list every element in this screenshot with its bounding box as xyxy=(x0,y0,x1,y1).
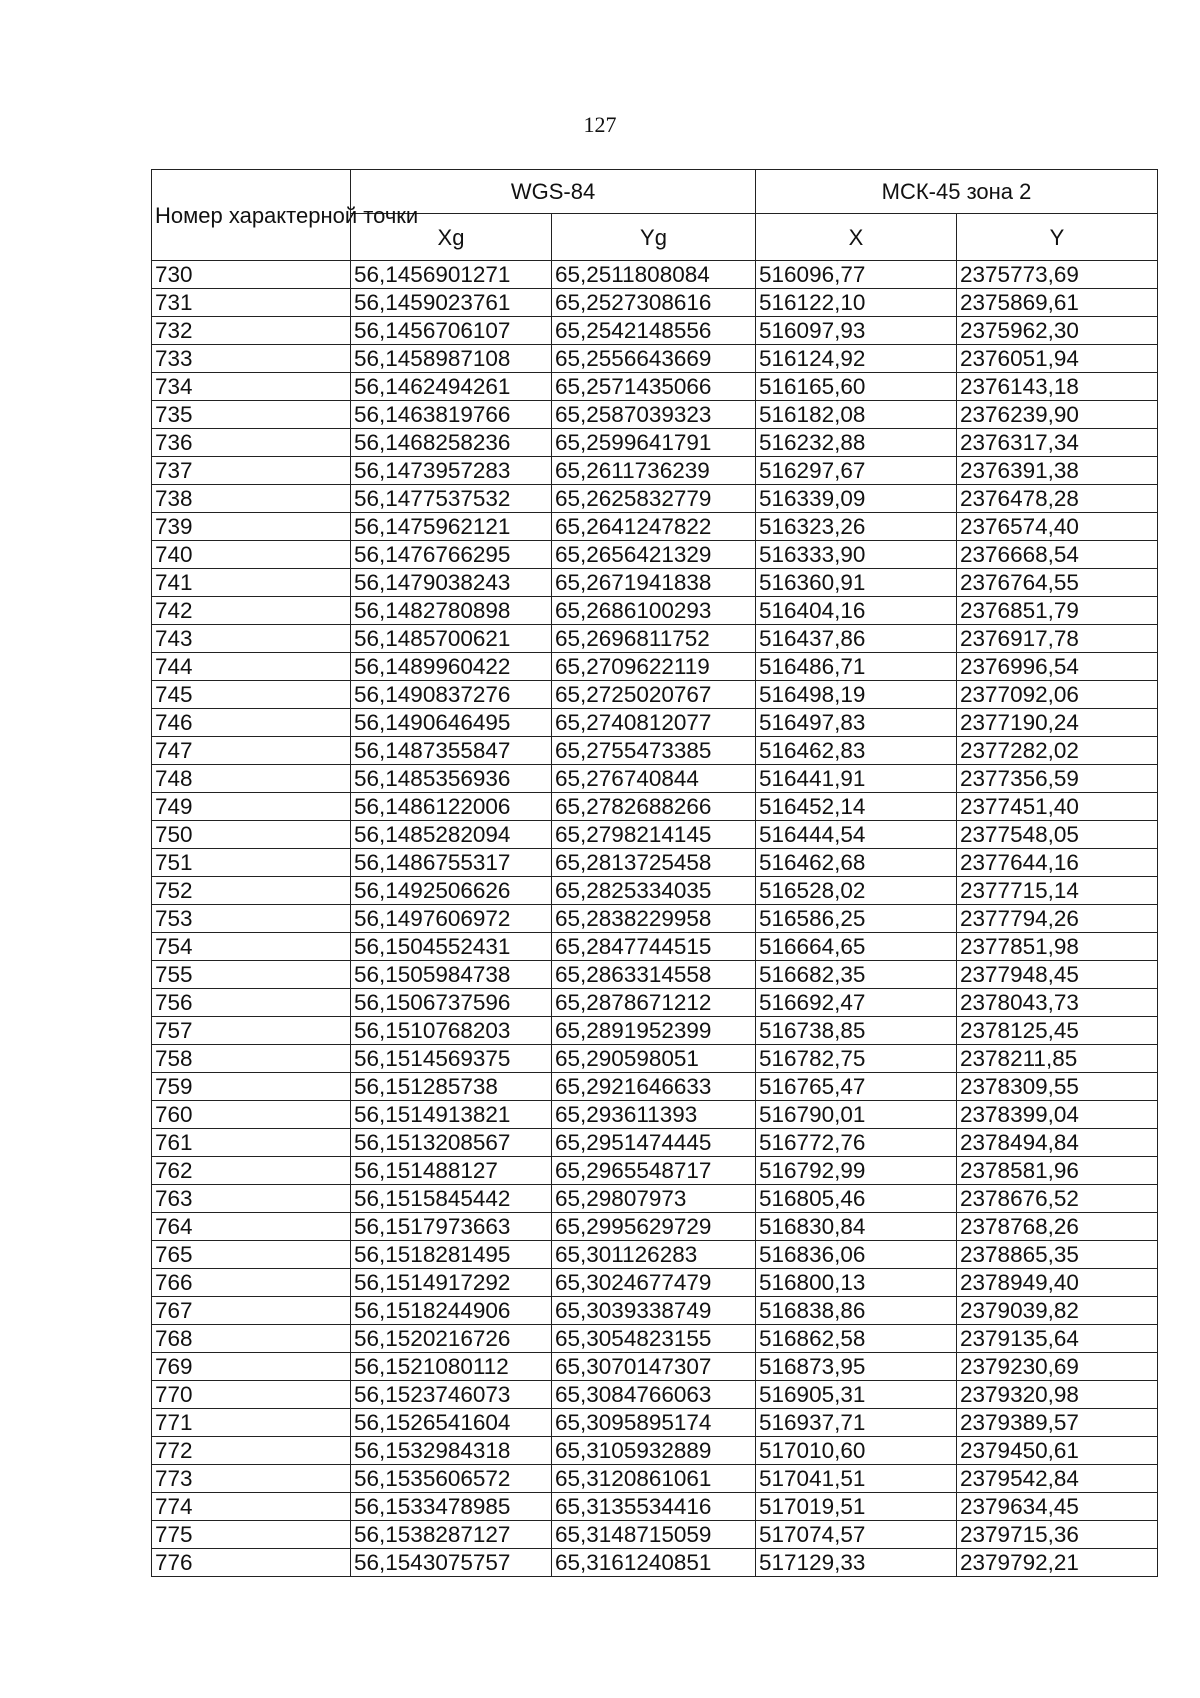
xg-cell: 56,151488127 xyxy=(351,1157,552,1185)
table-row xyxy=(152,597,1158,625)
xg-cell: 56,1497606972 xyxy=(351,905,552,933)
y-cell: 2378949,40 xyxy=(957,1269,1158,1297)
y-cell: 2378399,04 xyxy=(957,1101,1158,1129)
table-row xyxy=(152,1157,1158,1185)
x-cell: 516937,71 xyxy=(756,1409,957,1437)
x-cell: 516682,35 xyxy=(756,961,957,989)
table-row xyxy=(152,345,1158,373)
point-number-cell: 743 xyxy=(152,625,351,653)
y-cell: 2378768,26 xyxy=(957,1213,1158,1241)
yg-cell: 65,2587039323 xyxy=(552,401,756,429)
xg-cell: 56,1518244906 xyxy=(351,1297,552,1325)
point-number-cell: 759 xyxy=(152,1073,351,1101)
x-cell: 516792,99 xyxy=(756,1157,957,1185)
yg-cell: 65,2641247822 xyxy=(552,513,756,541)
point-number-cell: 758 xyxy=(152,1045,351,1073)
table-row xyxy=(152,653,1158,681)
point-number-cell: 748 xyxy=(152,765,351,793)
point-number-cell: 757 xyxy=(152,1017,351,1045)
y-cell: 2379450,61 xyxy=(957,1437,1158,1465)
page-number: 127 xyxy=(583,112,617,137)
y-cell: 2377851,98 xyxy=(957,933,1158,961)
point-number-cell: 749 xyxy=(152,793,351,821)
yg-cell: 65,2847744515 xyxy=(552,933,756,961)
y-cell: 2378211,85 xyxy=(957,1045,1158,1073)
y-cell: 2376764,55 xyxy=(957,569,1158,597)
yg-cell: 65,290598051 xyxy=(552,1045,756,1073)
y-cell: 2376317,34 xyxy=(957,429,1158,457)
table-row xyxy=(152,1549,1158,1577)
point-number-cell: 768 xyxy=(152,1325,351,1353)
y-cell: 2379792,21 xyxy=(957,1549,1158,1577)
x-cell: 517019,51 xyxy=(756,1493,957,1521)
point-number-cell: 732 xyxy=(152,317,351,345)
point-number-cell: 761 xyxy=(152,1129,351,1157)
yg-cell: 65,3120861061 xyxy=(552,1465,756,1493)
table-row xyxy=(152,1269,1158,1297)
yg-cell: 65,2527308616 xyxy=(552,289,756,317)
table-row xyxy=(152,1521,1158,1549)
y-cell: 2375869,61 xyxy=(957,289,1158,317)
y-cell: 2376851,79 xyxy=(957,597,1158,625)
yg-cell: 65,2813725458 xyxy=(552,849,756,877)
table-body xyxy=(152,261,1158,1577)
table-row xyxy=(152,1101,1158,1129)
point-number-cell: 734 xyxy=(152,373,351,401)
point-number-cell: 752 xyxy=(152,877,351,905)
y-cell: 2377644,16 xyxy=(957,849,1158,877)
x-cell: 516462,83 xyxy=(756,737,957,765)
xg-cell: 56,1456706107 xyxy=(351,317,552,345)
point-number-cell: 772 xyxy=(152,1437,351,1465)
point-number-cell: 769 xyxy=(152,1353,351,1381)
table-row xyxy=(152,1353,1158,1381)
xg-cell: 56,1476766295 xyxy=(351,541,552,569)
x-cell: 517010,60 xyxy=(756,1437,957,1465)
xg-cell: 56,1518281495 xyxy=(351,1241,552,1269)
yg-cell: 65,3024677479 xyxy=(552,1269,756,1297)
y-cell: 2377092,06 xyxy=(957,681,1158,709)
x-cell: 516862,58 xyxy=(756,1325,957,1353)
y-cell: 2377548,05 xyxy=(957,821,1158,849)
yg-cell: 65,29807973 xyxy=(552,1185,756,1213)
yg-cell: 65,3039338749 xyxy=(552,1297,756,1325)
y-cell: 2377715,14 xyxy=(957,877,1158,905)
header-point-number: Номер характерной точки xyxy=(152,170,351,261)
point-number-cell: 765 xyxy=(152,1241,351,1269)
yg-cell: 65,293611393 xyxy=(552,1101,756,1129)
table-row xyxy=(152,1381,1158,1409)
table-row xyxy=(152,709,1158,737)
table-row xyxy=(152,1213,1158,1241)
point-number-cell: 747 xyxy=(152,737,351,765)
point-number-cell: 776 xyxy=(152,1549,351,1577)
y-cell: 2376917,78 xyxy=(957,625,1158,653)
xg-cell: 56,1489960422 xyxy=(351,653,552,681)
point-number-cell: 738 xyxy=(152,485,351,513)
xg-cell: 56,1513208567 xyxy=(351,1129,552,1157)
yg-cell: 65,2671941838 xyxy=(552,569,756,597)
point-number-cell: 766 xyxy=(152,1269,351,1297)
y-cell: 2376574,40 xyxy=(957,513,1158,541)
point-number-cell: 746 xyxy=(152,709,351,737)
yg-cell: 65,3161240851 xyxy=(552,1549,756,1577)
y-cell: 2376391,38 xyxy=(957,457,1158,485)
point-number-cell: 742 xyxy=(152,597,351,625)
point-number-cell: 770 xyxy=(152,1381,351,1409)
table-row xyxy=(152,1017,1158,1045)
point-number-cell: 756 xyxy=(152,989,351,1017)
yg-cell: 65,3135534416 xyxy=(552,1493,756,1521)
x-cell: 516339,09 xyxy=(756,485,957,513)
header-y: Y xyxy=(957,214,1158,261)
xg-cell: 56,1456901271 xyxy=(351,261,552,289)
x-cell: 516838,86 xyxy=(756,1297,957,1325)
xg-cell: 56,1521080112 xyxy=(351,1353,552,1381)
yg-cell: 65,2838229958 xyxy=(552,905,756,933)
xg-cell: 56,1506737596 xyxy=(351,989,552,1017)
header-x: X xyxy=(756,214,957,261)
table-row xyxy=(152,849,1158,877)
yg-cell: 65,2571435066 xyxy=(552,373,756,401)
y-cell: 2378865,35 xyxy=(957,1241,1158,1269)
xg-cell: 56,1505984738 xyxy=(351,961,552,989)
xg-cell: 56,1510768203 xyxy=(351,1017,552,1045)
table-row xyxy=(152,1045,1158,1073)
table-row xyxy=(152,485,1158,513)
x-cell: 517074,57 xyxy=(756,1521,957,1549)
point-number-cell: 762 xyxy=(152,1157,351,1185)
x-cell: 517129,33 xyxy=(756,1549,957,1577)
yg-cell: 65,2965548717 xyxy=(552,1157,756,1185)
xg-cell: 56,1515845442 xyxy=(351,1185,552,1213)
y-cell: 2377948,45 xyxy=(957,961,1158,989)
x-cell: 516528,02 xyxy=(756,877,957,905)
point-number-cell: 750 xyxy=(152,821,351,849)
table-row xyxy=(152,261,1158,289)
xg-cell: 56,1492506626 xyxy=(351,877,552,905)
table-row xyxy=(152,317,1158,345)
table-row xyxy=(152,1465,1158,1493)
x-cell: 516444,54 xyxy=(756,821,957,849)
yg-cell: 65,2825334035 xyxy=(552,877,756,905)
table-row xyxy=(152,1185,1158,1213)
xg-cell: 56,1538287127 xyxy=(351,1521,552,1549)
y-cell: 2376996,54 xyxy=(957,653,1158,681)
table-row xyxy=(152,457,1158,485)
y-cell: 2375773,69 xyxy=(957,261,1158,289)
y-cell: 2378309,55 xyxy=(957,1073,1158,1101)
xg-cell: 56,1475962121 xyxy=(351,513,552,541)
x-cell: 516124,92 xyxy=(756,345,957,373)
yg-cell: 65,2696811752 xyxy=(552,625,756,653)
x-cell: 516664,65 xyxy=(756,933,957,961)
x-cell: 516297,67 xyxy=(756,457,957,485)
y-cell: 2378043,73 xyxy=(957,989,1158,1017)
xg-cell: 56,1486755317 xyxy=(351,849,552,877)
table-row xyxy=(152,1325,1158,1353)
x-cell: 516122,10 xyxy=(756,289,957,317)
point-number-cell: 767 xyxy=(152,1297,351,1325)
header-xg: Xg xyxy=(351,214,552,261)
y-cell: 2379542,84 xyxy=(957,1465,1158,1493)
yg-cell: 65,2782688266 xyxy=(552,793,756,821)
x-cell: 516452,14 xyxy=(756,793,957,821)
xg-cell: 56,1533478985 xyxy=(351,1493,552,1521)
xg-cell: 56,1468258236 xyxy=(351,429,552,457)
xg-cell: 56,1517973663 xyxy=(351,1213,552,1241)
table-row xyxy=(152,1409,1158,1437)
point-number-cell: 773 xyxy=(152,1465,351,1493)
x-cell: 516586,25 xyxy=(756,905,957,933)
x-cell: 516333,90 xyxy=(756,541,957,569)
table-row xyxy=(152,625,1158,653)
xg-cell: 56,1514917292 xyxy=(351,1269,552,1297)
xg-cell: 56,1485700621 xyxy=(351,625,552,653)
table-row xyxy=(152,1297,1158,1325)
point-number-cell: 760 xyxy=(152,1101,351,1129)
table-row xyxy=(152,793,1158,821)
y-cell: 2377451,40 xyxy=(957,793,1158,821)
x-cell: 516097,93 xyxy=(756,317,957,345)
table-row xyxy=(152,1073,1158,1101)
point-number-cell: 755 xyxy=(152,961,351,989)
x-cell: 517041,51 xyxy=(756,1465,957,1493)
yg-cell: 65,2686100293 xyxy=(552,597,756,625)
point-number-cell: 730 xyxy=(152,261,351,289)
x-cell: 516182,08 xyxy=(756,401,957,429)
y-cell: 2377190,24 xyxy=(957,709,1158,737)
xg-cell: 56,1477537532 xyxy=(351,485,552,513)
table-row xyxy=(152,989,1158,1017)
x-cell: 516232,88 xyxy=(756,429,957,457)
table-row xyxy=(152,821,1158,849)
table-row xyxy=(152,401,1158,429)
xg-cell: 56,1526541604 xyxy=(351,1409,552,1437)
yg-cell: 65,2625832779 xyxy=(552,485,756,513)
xg-cell: 56,1520216726 xyxy=(351,1325,552,1353)
x-cell: 516486,71 xyxy=(756,653,957,681)
point-number-cell: 771 xyxy=(152,1409,351,1437)
x-cell: 516805,46 xyxy=(756,1185,957,1213)
y-cell: 2379634,45 xyxy=(957,1493,1158,1521)
y-cell: 2376051,94 xyxy=(957,345,1158,373)
y-cell: 2379230,69 xyxy=(957,1353,1158,1381)
yg-cell: 65,2599641791 xyxy=(552,429,756,457)
yg-cell: 65,2863314558 xyxy=(552,961,756,989)
table-row xyxy=(152,681,1158,709)
yg-cell: 65,2556643669 xyxy=(552,345,756,373)
x-cell: 516497,83 xyxy=(756,709,957,737)
yg-cell: 65,2995629729 xyxy=(552,1213,756,1241)
y-cell: 2376668,54 xyxy=(957,541,1158,569)
point-number-cell: 745 xyxy=(152,681,351,709)
xg-cell: 56,1487355847 xyxy=(351,737,552,765)
x-cell: 516441,91 xyxy=(756,765,957,793)
table-row xyxy=(152,877,1158,905)
table-row xyxy=(152,905,1158,933)
yg-cell: 65,2709622119 xyxy=(552,653,756,681)
table-row xyxy=(152,961,1158,989)
xg-cell: 56,1473957283 xyxy=(351,457,552,485)
xg-cell: 56,1479038243 xyxy=(351,569,552,597)
yg-cell: 65,2725020767 xyxy=(552,681,756,709)
point-number-cell: 753 xyxy=(152,905,351,933)
xg-cell: 56,1543075757 xyxy=(351,1549,552,1577)
x-cell: 516772,76 xyxy=(756,1129,957,1157)
x-cell: 516782,75 xyxy=(756,1045,957,1073)
y-cell: 2376478,28 xyxy=(957,485,1158,513)
table-row xyxy=(152,429,1158,457)
point-number-cell: 754 xyxy=(152,933,351,961)
yg-cell: 65,2798214145 xyxy=(552,821,756,849)
xg-cell: 56,1482780898 xyxy=(351,597,552,625)
yg-cell: 65,2611736239 xyxy=(552,457,756,485)
x-cell: 516404,16 xyxy=(756,597,957,625)
table-row xyxy=(152,1241,1158,1269)
header-msk45-zone2: МСК-45 зона 2 xyxy=(756,170,1158,214)
yg-cell: 65,3095895174 xyxy=(552,1409,756,1437)
x-cell: 516165,60 xyxy=(756,373,957,401)
y-cell: 2379389,57 xyxy=(957,1409,1158,1437)
xg-cell: 56,1504552431 xyxy=(351,933,552,961)
x-cell: 516360,91 xyxy=(756,569,957,597)
yg-cell: 65,3105932889 xyxy=(552,1437,756,1465)
table-row xyxy=(152,1493,1158,1521)
y-cell: 2378676,52 xyxy=(957,1185,1158,1213)
point-number-cell: 740 xyxy=(152,541,351,569)
xg-cell: 56,1485356936 xyxy=(351,765,552,793)
x-cell: 516462,68 xyxy=(756,849,957,877)
x-cell: 516800,13 xyxy=(756,1269,957,1297)
point-number-cell: 763 xyxy=(152,1185,351,1213)
xg-cell: 56,1532984318 xyxy=(351,1437,552,1465)
table-row xyxy=(152,373,1158,401)
point-number-cell: 741 xyxy=(152,569,351,597)
coordinates-table xyxy=(151,169,1158,1577)
x-cell: 516790,01 xyxy=(756,1101,957,1129)
x-cell: 516692,47 xyxy=(756,989,957,1017)
x-cell: 516738,85 xyxy=(756,1017,957,1045)
point-number-cell: 751 xyxy=(152,849,351,877)
xg-cell: 56,1485282094 xyxy=(351,821,552,849)
xg-cell: 56,1535606572 xyxy=(351,1465,552,1493)
xg-cell: 56,151285738 xyxy=(351,1073,552,1101)
yg-cell: 65,2951474445 xyxy=(552,1129,756,1157)
table-row xyxy=(152,765,1158,793)
y-cell: 2379039,82 xyxy=(957,1297,1158,1325)
header-yg: Yg xyxy=(552,214,756,261)
table-row xyxy=(152,569,1158,597)
y-cell: 2377282,02 xyxy=(957,737,1158,765)
yg-cell: 65,2891952399 xyxy=(552,1017,756,1045)
y-cell: 2378494,84 xyxy=(957,1129,1158,1157)
yg-cell: 65,3054823155 xyxy=(552,1325,756,1353)
yg-cell: 65,276740844 xyxy=(552,765,756,793)
yg-cell: 65,3070147307 xyxy=(552,1353,756,1381)
y-cell: 2379715,36 xyxy=(957,1521,1158,1549)
table-row xyxy=(152,1437,1158,1465)
point-number-cell: 739 xyxy=(152,513,351,541)
y-cell: 2375962,30 xyxy=(957,317,1158,345)
yg-cell: 65,3148715059 xyxy=(552,1521,756,1549)
point-number-cell: 736 xyxy=(152,429,351,457)
xg-cell: 56,1463819766 xyxy=(351,401,552,429)
table-header xyxy=(152,170,1158,261)
yg-cell: 65,2542148556 xyxy=(552,317,756,345)
y-cell: 2376143,18 xyxy=(957,373,1158,401)
yg-cell: 65,3084766063 xyxy=(552,1381,756,1409)
x-cell: 516323,26 xyxy=(756,513,957,541)
xg-cell: 56,1486122006 xyxy=(351,793,552,821)
y-cell: 2377794,26 xyxy=(957,905,1158,933)
y-cell: 2379320,98 xyxy=(957,1381,1158,1409)
yg-cell: 65,2511808084 xyxy=(552,261,756,289)
table-row xyxy=(152,737,1158,765)
point-number-cell: 764 xyxy=(152,1213,351,1241)
point-number-cell: 774 xyxy=(152,1493,351,1521)
yg-cell: 65,301126283 xyxy=(552,1241,756,1269)
yg-cell: 65,2755473385 xyxy=(552,737,756,765)
table-row xyxy=(152,1129,1158,1157)
point-number-cell: 731 xyxy=(152,289,351,317)
header-wgs84: WGS-84 xyxy=(351,170,756,214)
point-number-cell: 737 xyxy=(152,457,351,485)
yg-cell: 65,2878671212 xyxy=(552,989,756,1017)
point-number-cell: 775 xyxy=(152,1521,351,1549)
table-row xyxy=(152,513,1158,541)
x-cell: 516905,31 xyxy=(756,1381,957,1409)
x-cell: 516437,86 xyxy=(756,625,957,653)
y-cell: 2377356,59 xyxy=(957,765,1158,793)
table-row xyxy=(152,541,1158,569)
yg-cell: 65,2921646633 xyxy=(552,1073,756,1101)
table-row xyxy=(152,289,1158,317)
yg-cell: 65,2740812077 xyxy=(552,709,756,737)
x-cell: 516498,19 xyxy=(756,681,957,709)
xg-cell: 56,1490837276 xyxy=(351,681,552,709)
x-cell: 516873,95 xyxy=(756,1353,957,1381)
point-number-cell: 735 xyxy=(152,401,351,429)
x-cell: 516765,47 xyxy=(756,1073,957,1101)
xg-cell: 56,1459023761 xyxy=(351,289,552,317)
y-cell: 2379135,64 xyxy=(957,1325,1158,1353)
x-cell: 516836,06 xyxy=(756,1241,957,1269)
y-cell: 2376239,90 xyxy=(957,401,1158,429)
y-cell: 2378581,96 xyxy=(957,1157,1158,1185)
table-row xyxy=(152,933,1158,961)
xg-cell: 56,1462494261 xyxy=(351,373,552,401)
xg-cell: 56,1458987108 xyxy=(351,345,552,373)
xg-cell: 56,1514913821 xyxy=(351,1101,552,1129)
x-cell: 516830,84 xyxy=(756,1213,957,1241)
point-number-cell: 744 xyxy=(152,653,351,681)
y-cell: 2378125,45 xyxy=(957,1017,1158,1045)
xg-cell: 56,1490646495 xyxy=(351,709,552,737)
x-cell: 516096,77 xyxy=(756,261,957,289)
yg-cell: 65,2656421329 xyxy=(552,541,756,569)
xg-cell: 56,1514569375 xyxy=(351,1045,552,1073)
point-number-cell: 733 xyxy=(152,345,351,373)
xg-cell: 56,1523746073 xyxy=(351,1381,552,1409)
